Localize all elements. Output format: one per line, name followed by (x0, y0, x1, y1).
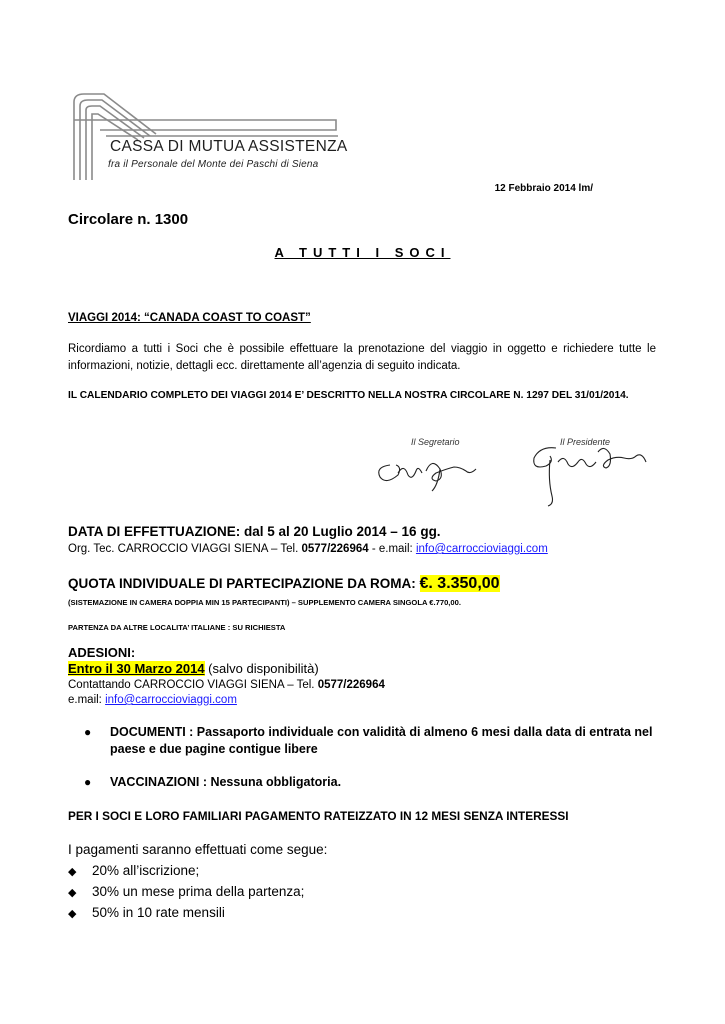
adesioni-contact-prefix: Contattando CARROCCIO VIAGGI SIENA – Tel. (68, 679, 318, 691)
price-conditions: (SISTEMAZIONE IN CAMERA DOPPIA MIN 15 PARTECIPANTI) – SUPPLEMENTO CAMERA SINGOLA €.770,00. (68, 598, 461, 607)
list-item (68, 861, 304, 882)
adesioni-title: ADESIONI: (68, 645, 136, 660)
requirement-vaccinations: VACCINAZIONI : Nessuna obbligatoria. (110, 775, 342, 789)
payment-item-text: 20% all’iscrizione; (92, 863, 200, 878)
price-amount: €. 3.350,00 (419, 575, 500, 592)
trip-intro: Ricordiamo a tutti i Soci che è possibile effettuare la prenotazione del viaggio in oggetto e richiedere tutte le informazioni, notizie, dettagli ecc. direttamente all’agenzia di seguito indicata. (68, 343, 656, 372)
list-item (84, 724, 664, 758)
adesioni-deadline-line (68, 661, 319, 676)
trip-dates: DATA DI EFFETTUAZIONE: dal 5 al 20 Luglio 2014 – 16 gg. (68, 524, 441, 539)
secretary-label: Il Segretario (411, 437, 460, 447)
list-item (68, 903, 304, 924)
trip-title: VIAGGI 2014: “CANADA COAST TO COAST” (68, 312, 311, 324)
document-date: 12 Febbraio 2014 lm/ (494, 183, 593, 194)
payment-item-text: 50% in 10 rate mensili (92, 905, 225, 920)
price-label: QUOTA INDIVIDUALE DI PARTECIPAZIONE DA ROMA: (68, 576, 420, 591)
secretary-signature (370, 445, 490, 495)
adesioni-email-link[interactable]: info@carroccioviaggi.com (105, 694, 237, 706)
logo-subtitle: fra il Personale del Monte dei Paschi di Siena (108, 159, 319, 170)
bullet-icon: ● (84, 775, 92, 789)
adesioni-email-line (68, 694, 237, 706)
adesioni-email-prefix: e.mail: (68, 694, 106, 706)
payment-intro: I pagamenti saranno effettuati come segue: (68, 842, 328, 857)
price-line (68, 575, 500, 593)
cassa-logo (66, 80, 356, 190)
diamond-icon: ◆ (68, 887, 77, 899)
cassa-logo-mark (66, 80, 356, 190)
adesioni-contact-phone: 0577/226964 (317, 679, 385, 691)
adesioni-availability: (salvo disponibilità) (204, 661, 319, 676)
diamond-icon: ◆ (68, 908, 77, 920)
adesioni-contact (68, 679, 385, 691)
list-item (84, 774, 664, 791)
organizer-phone: 0577/226964 (301, 543, 369, 555)
list-item (68, 882, 304, 903)
requirement-documents: DOCUMENTI : Passaporto individuale con validità di almeno 6 mesi dalla data di entrata nel paese e due pagine contigue libere (110, 725, 653, 756)
president-signature (520, 440, 655, 510)
bullet-icon: ● (84, 725, 92, 739)
organizer-prefix: Org. Tec. CARROCCIO VIAGGI SIENA – Tel. (68, 543, 302, 555)
other-departures: PARTENZA DA ALTRE LOCALITA’ ITALIANE : SU RICHIESTA (68, 623, 286, 632)
payment-heading: PER I SOCI E LORO FAMILIARI PAGAMENTO RATEIZZATO IN 12 MESI SENZA INTERESSI (68, 809, 569, 823)
payment-list (68, 861, 304, 924)
requirements-list (84, 724, 664, 807)
diamond-icon: ◆ (68, 866, 77, 878)
adesioni-deadline: Entro il 30 Marzo 2014 (68, 661, 205, 676)
calendar-note: IL CALENDARIO COMPLETO DEI VIAGGI 2014 E’ DESCRITTO NELLA NOSTRA CIRCOLARE N. 1297 DEL 31/01/2014. (68, 390, 629, 401)
organizer-email-link[interactable]: info@carroccioviaggi.com (415, 543, 548, 555)
president-label: Il Presidente (560, 437, 611, 447)
organizer-email-prefix: - e.mail: (368, 543, 416, 555)
payment-item-text: 30% un mese prima della partenza; (92, 884, 305, 899)
organizer-line (68, 543, 548, 555)
logo-title: CASSA DI MUTUA ASSISTENZA (110, 138, 348, 155)
recipients-heading: A TUTTI I SOCI (274, 245, 451, 260)
circolare-number: Circolare n. 1300 (68, 211, 189, 228)
